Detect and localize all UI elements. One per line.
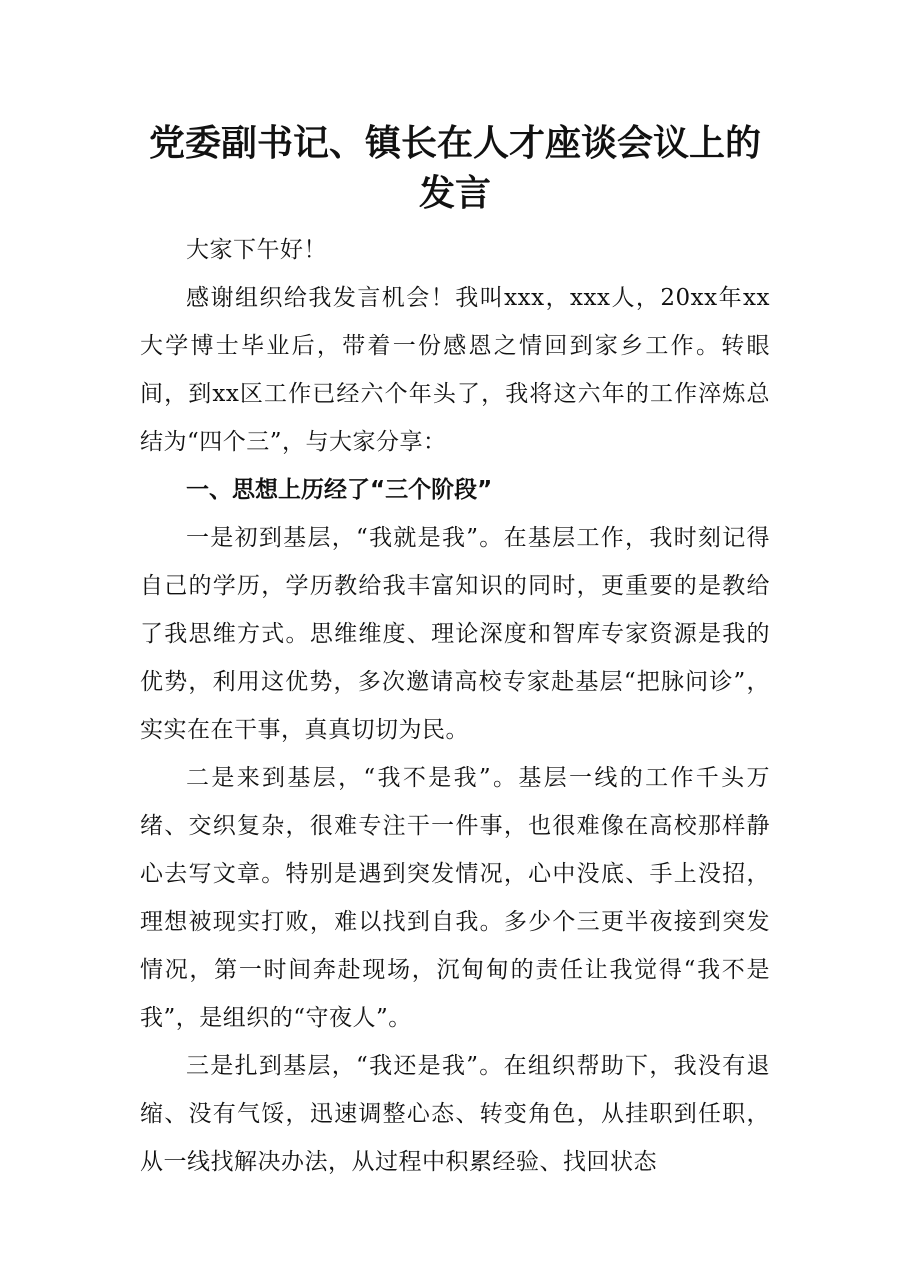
section-heading-1: 一、思想上历经了“三个阶段” <box>186 477 493 503</box>
document-body <box>140 118 770 1186</box>
greeting-paragraph: 大家下午好！ <box>186 237 327 263</box>
stage-one-paragraph: 一是初到基层，“我就是我”。在基层工作，我时刻记得自己的学历，学历教给我丰富知识的同时，更重要的是教给了我思维方式。思维维度、理论深度和智库专家资源是我的优势，利用这优势，多次邀请高校专家赴基层“把脉问诊”，实实在在干事，真真切切为民。 <box>140 525 770 743</box>
document-title: 党委副书记、镇长在人才座谈会议上的发言 <box>148 122 761 214</box>
stage-two-paragraph: 二是来到基层，“我不是我”。基层一线的工作千头万绪、交织复杂，很难专注干一件事，也很难像在高校那样静心去写文章。特别是遇到突发情况，心中没底、手上没招，理想被现实打败，难以找到自我。多少个三更半夜接到突发情况，第一时间奔赴现场，沉甸甸的责任让我觉得“我不是我”，是组织的“守夜人”。 <box>140 765 770 1031</box>
intro-paragraph: 感谢组织给我发言机会！我叫xxx，xxx人，20xx年xx大学博士毕业后，带着一份感恩之情回到家乡工作。转眼间，到xx区工作已经六个年头了，我将这六年的工作淬炼总结为“四个三”，与大家分享： <box>140 285 770 455</box>
stage-three-paragraph: 三是扎到基层，“我还是我”。在组织帮助下，我没有退缩、没有气馁，迅速调整心态、转变角色，从挂职到任职，从一线找解决办法，从过程中积累经验、找回状态 <box>140 1053 770 1175</box>
